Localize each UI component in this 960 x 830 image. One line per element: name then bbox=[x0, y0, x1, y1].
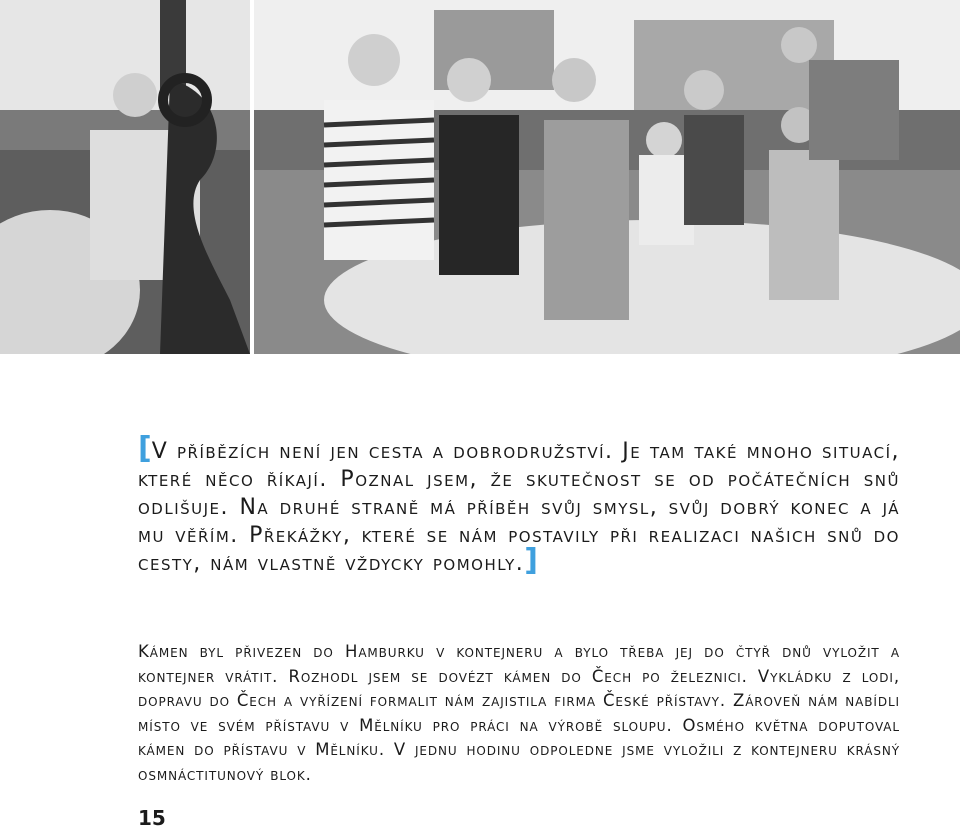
page-number: 15 bbox=[138, 806, 166, 830]
quote-block bbox=[138, 431, 900, 578]
quote-open-bracket: [ bbox=[138, 431, 152, 466]
photo-crane-hook-image bbox=[0, 0, 250, 354]
photo-group-on-stone-image bbox=[254, 0, 960, 354]
photo-crane-hook bbox=[0, 0, 250, 354]
quote-close-bracket: ] bbox=[524, 543, 538, 578]
photo-group-on-stone bbox=[254, 0, 960, 354]
body-paragraph: Kámen byl přivezen do Hamburku v kontejneru a bylo třeba jej do čtyř dnů vyložit a kontejner vrátit. Rozhodl jsem se dovézt kámen do Čech po železnici. Vykládku z lodi, dopravu do Čech a vyřízení formalit nám zajistila firma České přístavy. Zároveň nám nabídli místo ve svém přístavu v Mělníku pro práci na výrobě sloupu. Osmého května doputoval kámen do přístavu v Mělníku. V jednu hodinu odpoledne jsme vyložili z kontejneru krásný osmnáctitunový blok. bbox=[138, 642, 900, 784]
quote-text: V příbězích není jen cesta a dobrodružství. Je tam také mnoho situací, které něco říkají. Poznal jsem, že skutečnost se od počátečních snů odlišuje. Na druhé straně má příběh svůj smysl, svůj dobrý konec a já mu věřím. Překážky, které se nám postavily při realizaci našich snů do cesty, nám vlastně vždycky pomohly. bbox=[138, 439, 900, 576]
